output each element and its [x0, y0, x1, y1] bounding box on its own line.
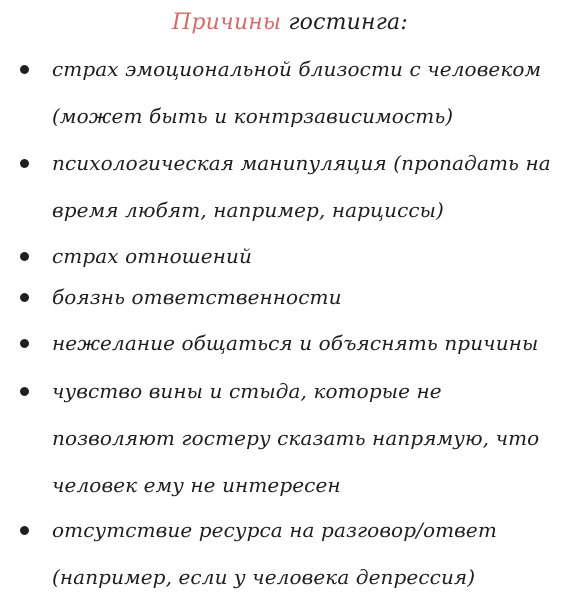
- list-item-text: чувство вины и стыда, которые не позволяют гостеру сказать напрямую, что человек ему не интересен: [52, 379, 540, 497]
- list-item: [52, 320, 562, 367]
- bullet-icon: [20, 339, 29, 348]
- list-item-text: страх отношений: [52, 244, 252, 268]
- page-title: [0, 10, 580, 35]
- list-item-text: боязнь ответственности: [52, 285, 342, 309]
- list-item: [52, 46, 562, 140]
- list-item: [52, 368, 562, 509]
- list-item: [52, 274, 562, 321]
- title-rest: гостинга:: [281, 10, 408, 35]
- bullet-icon: [20, 252, 29, 261]
- list-item-text: страх эмоциональной близости с человеком (может быть и контрзависимость): [52, 57, 542, 128]
- bullet-icon: [20, 526, 29, 535]
- list-item-text: отсутствие ресурса на разговор/ответ (например, если у человека депрессия): [52, 518, 497, 589]
- list-item-text: нежелание общаться и объяснять причины: [52, 331, 539, 355]
- bullet-icon: [20, 387, 29, 396]
- list-item-text: психологическая манипуляция (пропадать на время любят, например, нарциссы): [52, 151, 551, 222]
- bullet-icon: [20, 159, 29, 168]
- title-accent: Причины: [172, 10, 282, 35]
- list-item: [52, 233, 562, 280]
- bullet-icon: [20, 65, 29, 74]
- list-item: [52, 507, 562, 601]
- bullet-icon: [20, 293, 29, 302]
- list-item: [52, 140, 562, 234]
